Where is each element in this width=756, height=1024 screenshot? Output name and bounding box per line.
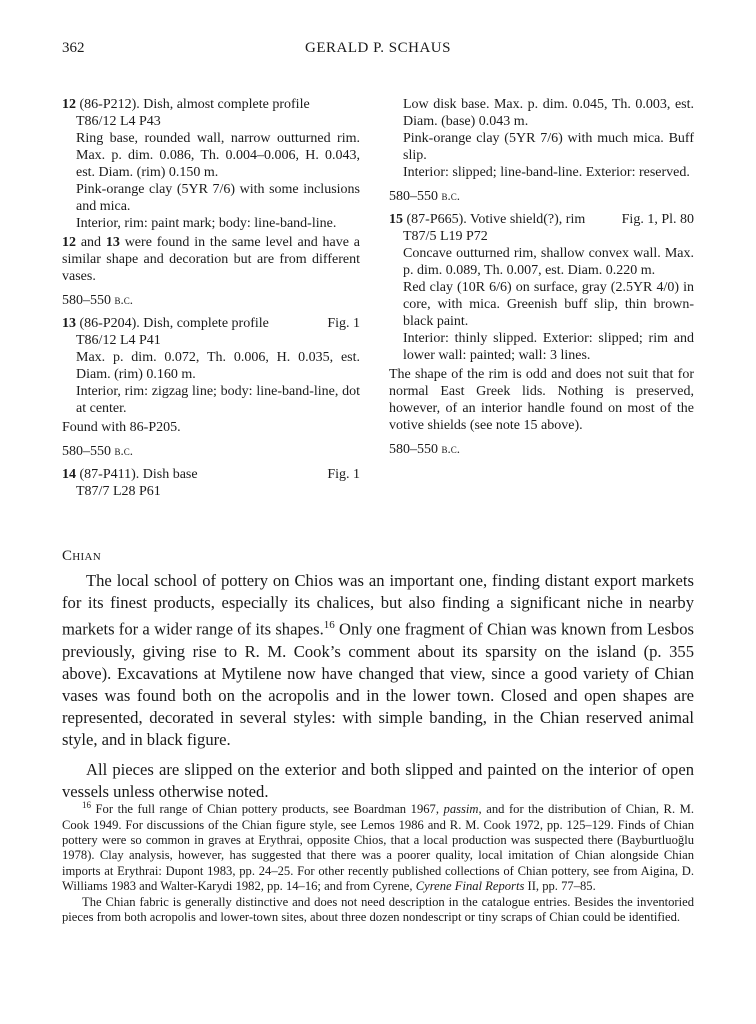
entry-decoration: Interior: thinly slipped. Exterior: slipped; rim and lower wall: painted; wall: 3 lines. — [403, 331, 694, 363]
entry-heading — [62, 96, 360, 113]
catalogue-entry-12 — [62, 96, 360, 232]
figure-reference: Fig. 1 — [327, 316, 360, 331]
entry-note: The shape of the rim is odd and does not suit that for normal East Greek lids. Nothing is preserved, however, of an interior handle found on most of the votive shields (see note 15 above). — [389, 367, 694, 433]
entry-clay: Pink-orange clay (5YR 7/6) with much mica. Buff slip. — [403, 131, 694, 163]
entry-note: Found with 86-P205. — [62, 420, 181, 435]
entry-findspot: T87/7 L28 P61 — [76, 484, 161, 499]
entry-number: 15 — [389, 212, 403, 227]
footnote-number: 16 — [82, 800, 91, 810]
entry-date: 580–550 b.c. — [389, 441, 461, 457]
section-heading: Chian — [62, 548, 101, 564]
footnote-reference: 16 — [323, 619, 335, 631]
entry-date: 580–550 b.c. — [62, 443, 134, 459]
catalogue-entry-15 — [389, 211, 694, 364]
left-column — [62, 96, 360, 500]
entry-date: 580–550 b.c. — [62, 292, 134, 308]
running-head: GERALD P. SCHAUS — [305, 40, 451, 56]
entry-clay: Red clay (10R 6/6) on surface, gray (2.5YR 4/0) in core, with mica. Greenish buff slip, thin brown-black paint. — [403, 280, 694, 329]
entry-title: (87-P411). Dish base — [76, 467, 198, 482]
entry-number: 12 — [62, 97, 76, 112]
catalogue-entry-14 — [62, 466, 360, 500]
entry-decoration: Interior, rim: zigzag line; body: line-band-line, dot at center. — [76, 384, 360, 416]
entry-description: Low disk base. Max. p. dim. 0.045, Th. 0.003, est. Diam. (base) 0.043 m. — [403, 97, 694, 129]
entry-heading — [62, 466, 360, 483]
entry-decoration: Interior: slipped; line-band-line. Exterior: reserved. — [403, 165, 690, 180]
entry-heading — [389, 211, 694, 228]
entry-decoration: Interior, rim: paint mark; body: line-band-line. — [76, 216, 337, 231]
paragraph: All pieces are slipped on the exterior and both slipped and painted on the interior of open vessels unless otherwise noted. — [62, 759, 694, 801]
entry-title: (86-P212). Dish, almost complete profile — [76, 97, 310, 112]
entry-heading — [62, 315, 360, 332]
figure-reference: Fig. 1 — [327, 467, 360, 482]
footnote-paragraph: The Chian fabric is generally distinctive and does not need description in the catalogue entries. Besides the inventoried pieces from both acropolis and lower-town sites, about three dozen nondescript or tiny scraps of Chian could be identified. — [62, 894, 694, 925]
entry-number: 13 — [62, 316, 76, 331]
entry-title: (87-P665). Votive shield(?), rim — [403, 212, 586, 227]
entry-findspot: T87/5 L19 P72 — [403, 229, 488, 244]
entry-number: 14 — [62, 467, 76, 482]
entry-note: 12 and 13 were found in the same level and have a similar shape and decoration but are from different vases. — [62, 235, 360, 284]
right-column — [389, 96, 694, 458]
page-number: 362 — [62, 40, 85, 56]
footnote-16: $^{16}$ For the full range of Chian pottery products, see Boardman 1967, passim, and for the distribution of Chian, R. M. Cook 1949. For discussions of the Chian figure style, see Lemos 1986 and R. M. Cook 1972, pp. 125–129. Finds of Chian pottery were so common in graves at Erythrai, opposite Chios, that a local production was suspected there (Bayburtluoğlu 1978). Clay analysis, however, has suggested that there was a poorer quality, local imitation of Chian alongside Chian imports at Erythrai: Dupont 1983, pp. 24–25. For other recently published collections of Chian pottery, see from Aigina, D. Williams 1983 and Walter-Karydi 1982, pp. 14–16; and from Cyrene, Cyrene Final Reports II, pp. 77–85. — [62, 800, 694, 894]
paragraph: The local school of pottery on Chios was an important one, finding distant export markets for its finest products, especially its chalices, but also finding a significant niche in nearby markets for a wider range of its shapes.$^{16}$ Only one fragment of Chian was known from Lesbos previously, giving rise to R. M. Cook’s comment about its sparsity on the island (p. 355 above). Excavations at Mytilene now have changed that view, since a good variety of Chian vases was found both on the acropolis and in the lower town. Closed and open shapes are represented, decorated in several styles: with simple banding, in the Chian reserved animal style, and in black figure. — [62, 571, 694, 749]
entry-description: Max. p. dim. 0.072, Th. 0.006, H. 0.035, est. Diam. (rim) 0.160 m. — [76, 350, 360, 382]
footnotes — [62, 798, 694, 925]
entry-findspot: T86/12 L4 P41 — [76, 333, 161, 348]
catalogue-entry-14-continued — [389, 96, 694, 181]
entry-findspot: T86/12 L4 P43 — [76, 114, 161, 129]
entry-title: (86-P204). Dish, complete profile — [76, 316, 269, 331]
entry-date: 580–550 b.c. — [389, 188, 461, 204]
body-text — [62, 570, 694, 803]
figure-reference: Fig. 1, Pl. 80 — [621, 212, 694, 227]
catalogue-entry-13 — [62, 315, 360, 417]
entry-description: Concave outturned rim, shallow convex wall. Max. p. dim. 0.089, Th. 0.007, est. Diam. 0.220 m. — [403, 246, 694, 278]
entry-description: Ring base, rounded wall, narrow outturned rim. Max. p. dim. 0.086, Th. 0.004–0.006, H. 0.043, est. Diam. (rim) 0.150 m. — [76, 131, 360, 180]
entry-clay: Pink-orange clay (5YR 7/6) with some inclusions and mica. — [76, 182, 360, 214]
